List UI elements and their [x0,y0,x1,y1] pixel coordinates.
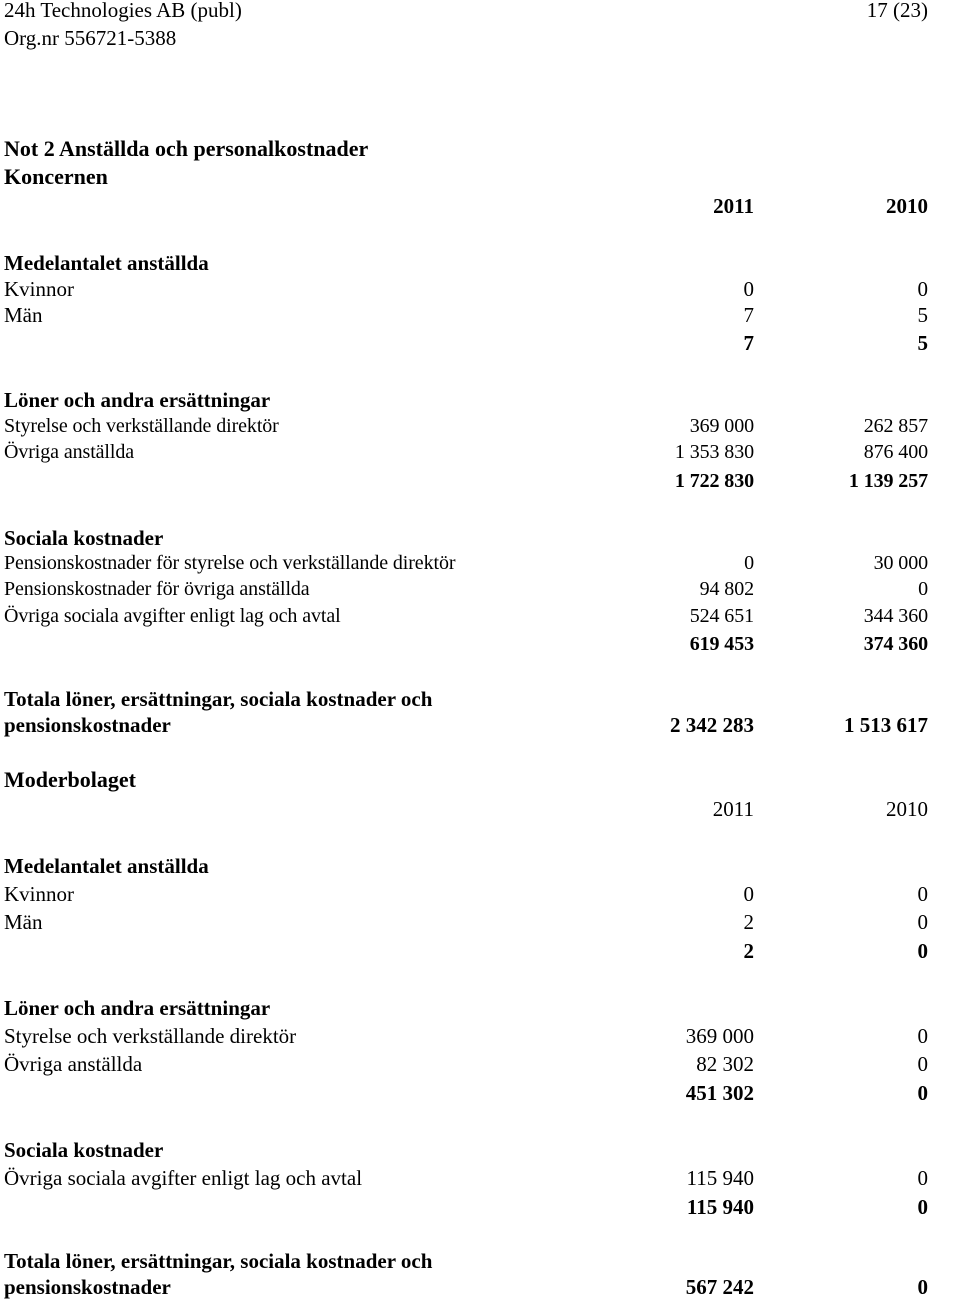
row-value-2011: 0 [743,277,754,301]
subtotal-2011: 2 [743,939,754,963]
row-label: Styrelse och verkställande direktör [4,1024,297,1048]
note-title: Not 2 Anställda och personalkostnader [4,136,369,161]
section-title-salaries: Löner och andra ersättningar [4,996,271,1020]
row-label: Män [4,910,43,934]
row-value-2010: 0 [917,1052,928,1076]
subtotal-2010: 0 [917,1081,928,1105]
row-value-2011: 2 [743,910,754,934]
row-label: Styrelse och verkställande direktör [4,415,279,437]
row-label: Män [4,303,43,327]
section-title-salaries: Löner och andra ersättningar [4,388,271,412]
row-value-2010: 876 400 [863,441,928,463]
subtotal-2011: 619 453 [689,633,754,655]
row-value-2011: 94 802 [699,578,754,600]
parent-company-title: Moderbolaget [4,767,136,792]
row-value-2010: 30 000 [873,552,928,574]
row-value-2011: 524 651 [689,605,754,627]
row-value-2011: 115 940 [686,1166,754,1190]
row-value-2010: 0 [917,882,928,906]
row-value-2010: 262 857 [863,415,928,437]
row-value-2011: 1 353 830 [674,441,754,463]
grand-total-label-line2: pensionskostnader [4,713,171,737]
subtotal-2011: 1 722 830 [674,470,754,492]
subtotal-2010: 1 139 257 [848,470,928,492]
page-number: 17 (23) [866,0,928,22]
year-2011-header: 2011 [712,797,754,821]
section-title-social: Sociala kostnader [4,1138,164,1162]
year-2011-header: 2011 [713,194,754,218]
row-value-2010: 344 360 [863,605,928,627]
section-title-employees: Medelantalet anställda [4,251,209,275]
company-name: 24h Technologies AB (publ) [4,0,242,22]
section-title-employees: Medelantalet anställda [4,854,209,878]
row-value-2011: 369 000 [685,1024,754,1048]
row-label: Pensionskostnader för styrelse och verkställande direktör [4,552,456,574]
org-number: Org.nr 556721-5388 [4,26,177,50]
row-value-2011: 0 [744,552,754,574]
row-value-2010: 0 [917,277,928,301]
subtotal-2010: 0 [917,1195,928,1219]
row-label: Övriga anställda [4,1052,143,1076]
row-label: Kvinnor [4,277,74,301]
year-2010-header: 2010 [886,797,928,821]
row-value-2011: 369 000 [689,415,754,437]
year-2010-header: 2010 [886,194,928,218]
row-label: Pensionskostnader för övriga anställda [4,578,310,600]
row-label: Övriga sociala avgifter enligt lag och avtal [4,1166,363,1190]
section-title-social: Sociala kostnader [4,526,164,550]
row-value-2011: 82 302 [696,1052,754,1076]
subtotal-2010: 0 [917,939,928,963]
row-value-2011: 0 [743,882,754,906]
group-title: Koncernen [4,164,108,189]
subtotal-2010: 374 360 [863,633,928,655]
grand-total-2010: 1 513 617 [844,713,928,737]
subtotal-2010: 5 [917,331,928,355]
subtotal-2011: 7 [743,331,754,355]
grand-total-2010: 0 [917,1275,928,1299]
grand-total-2011: 567 242 [685,1275,754,1299]
row-label: Övriga sociala avgifter enligt lag och avtal [4,605,341,627]
subtotal-2011: 451 302 [685,1081,754,1105]
subtotal-2011: 115 940 [686,1195,754,1219]
row-value-2010: 0 [918,578,928,600]
grand-total-label-line1: Totala löner, ersättningar, sociala kostnader och [4,687,433,711]
row-value-2011: 7 [743,303,754,327]
grand-total-2011: 2 342 283 [670,713,754,737]
row-label: Kvinnor [4,882,74,906]
grand-total-label-line1: Totala löner, ersättningar, sociala kostnader och [4,1249,433,1273]
row-value-2010: 0 [917,910,928,934]
row-value-2010: 5 [917,303,928,327]
row-value-2010: 0 [917,1024,928,1048]
row-label: Övriga anställda [4,441,135,463]
grand-total-label-line2: pensionskostnader [4,1275,171,1299]
row-value-2010: 0 [917,1166,928,1190]
